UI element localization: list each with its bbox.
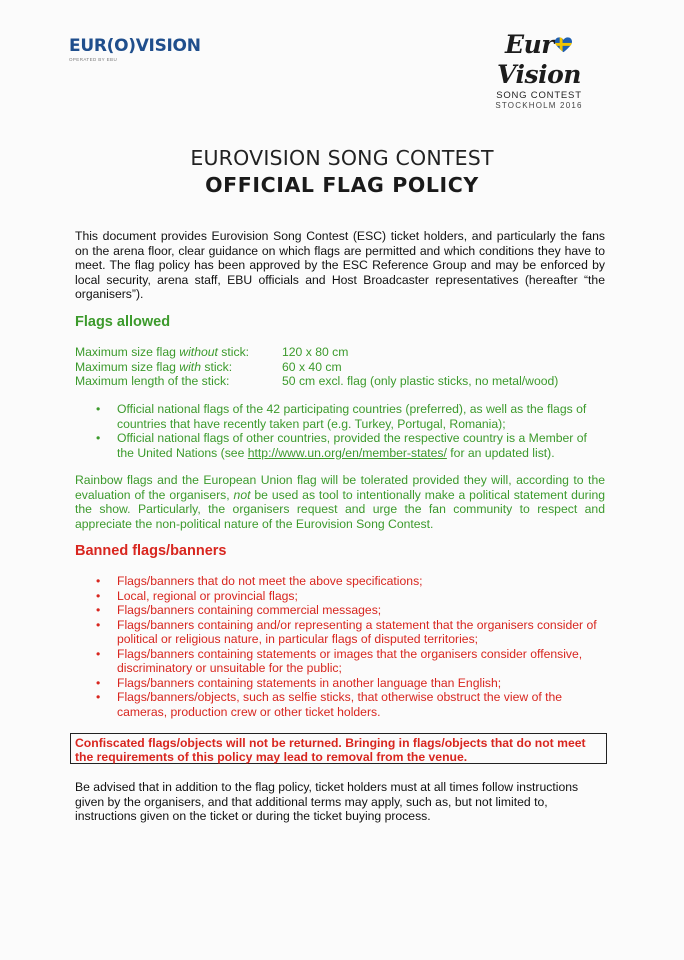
size-specifications <box>75 345 558 389</box>
list-item: • Flags/banners containing and/or representing a statement that the organisers consider of political or religious nature, in particular flags of disputed territories; <box>96 617 597 646</box>
rainbow-flag-paragraph: Rainbow flags and the European Union flag will be tolerated provided they will, according to the evaluation of the organisers, not be used as tool to intentionally make a political statement during the show. Particularly, the organisers request and urge the fan community to respect and appreciate the non-political nature of the Eurovision Song Contest. <box>75 473 605 531</box>
logo-wordmark: EUR(O)VISION <box>69 36 201 56</box>
allowed-flags-list <box>75 402 605 460</box>
list-item: • Official national flags of other countries, provided the respective country is a Member of the United Nations (see http://www.un.org/en/member-states/ for an updated list). <box>96 431 587 460</box>
logo-subtitle: OPERATED BY EBU <box>69 57 118 62</box>
un-member-states-link[interactable]: http://www.un.org/en/member-states/ <box>247 445 447 460</box>
flags-allowed-heading: Flags allowed <box>75 314 171 330</box>
page-title-line1: EUROVISION SONG CONTEST <box>190 146 494 170</box>
spec-row <box>75 345 558 360</box>
logo-song-contest: SONG CONTEST <box>496 90 582 101</box>
bullet-icon: • <box>96 431 101 445</box>
song-contest-logo-right <box>468 30 610 111</box>
page-title-line2: OFFICIAL FLAG POLICY <box>205 173 479 197</box>
bullet-icon: • <box>96 574 101 588</box>
logo-wordmark-script: EurVision <box>497 30 581 89</box>
bullet-icon: • <box>96 588 101 603</box>
intro-paragraph: This document provides Eurovision Song Contest (ESC) ticket holders, and particularly the fans on the arena floor, clear guidance on which flags are permitted and which conditions they have to meet. The flag policy has been approved by the ESC Reference Group and may be enforced by local security, arena staff, EBU officials and Host Broadcaster representatives (hereafter “the organisers”). <box>75 229 605 301</box>
closing-paragraph: Be advised that in addition to the flag policy, ticket holders must at all times follow instructions given by the organisers, and that additional terms may apply, such as, but not limited to, instructions given on the ticket or during the ticket buying process. <box>75 780 579 823</box>
swedish-heart-icon <box>555 37 572 54</box>
spec-label: Maximum size flag without stick: <box>75 345 250 359</box>
logo-host-city: STOCKHOLM 2016 <box>495 101 583 110</box>
spec-row <box>75 374 558 389</box>
spec-value: 120 x 80 cm <box>282 345 349 359</box>
spec-label: Maximum length of the stick: <box>75 374 230 388</box>
confiscation-notice: Confiscated flags/objects will not be returned. Bringing in flags/objects that do not meet the requirements of this policy may lead to removal from the venue. <box>70 733 607 764</box>
list-item: • Flags/banners that do not meet the above specifications; <box>96 574 423 588</box>
spec-label: Maximum size flag with stick: <box>75 359 233 374</box>
spec-value: 60 x 40 cm <box>282 359 342 374</box>
bullet-icon: • <box>96 675 101 690</box>
spec-value: 50 cm excl. flag (only plastic sticks, no metal/wood) <box>282 374 559 388</box>
list-item: • Flags/banners containing commercial messages; <box>96 603 382 617</box>
list-item: • Flags/banners containing statements or images that the organisers consider offensive, discriminatory or unsuitable for the public; <box>96 646 583 675</box>
bullet-icon: • <box>96 603 101 617</box>
list-item: • Flags/banners/objects, such as selfie sticks, that otherwise obstruct the view of the cameras, production crew or other ticket holders. <box>96 690 563 719</box>
banned-flags-heading: Banned flags/banners <box>75 543 227 559</box>
list-item: • Flags/banners containing statements in another language than English; <box>96 675 502 690</box>
list-item: • Official national flags of the 42 participating countries (preferred), as well as the flags of countries that have recently taken part (e.g. Turkey, Portugal, Romania); <box>96 402 587 431</box>
bullet-icon: • <box>96 402 101 416</box>
banned-flags-list <box>75 574 605 719</box>
eurovision-logo-left <box>69 36 201 62</box>
bullet-icon: • <box>96 690 101 704</box>
list-item: • Local, regional or provincial flags; <box>96 588 298 603</box>
spec-row <box>75 360 558 375</box>
bullet-icon: • <box>96 617 101 632</box>
bullet-icon: • <box>96 646 101 661</box>
